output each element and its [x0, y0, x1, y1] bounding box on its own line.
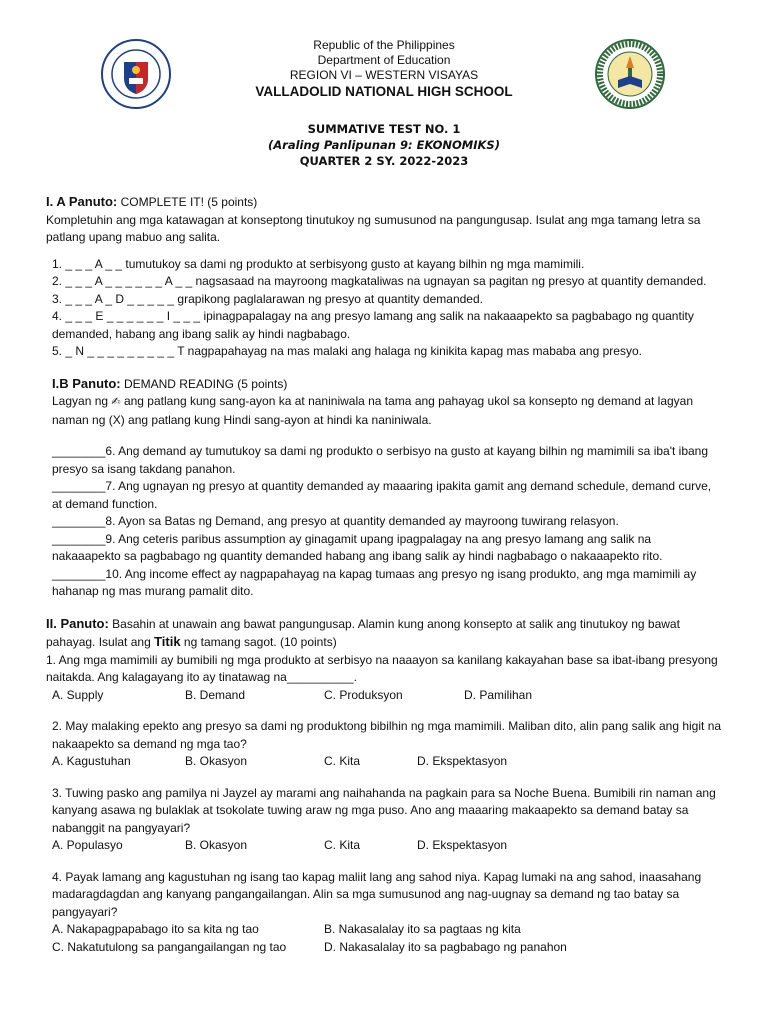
part1a-item: 5. _ N _ _ _ _ _ _ _ _ _ T nagpapahayag na mas malaki ang halaga ng kinikita kapag mas mababa ang presyo.	[52, 344, 642, 358]
question-1: 1. Ang mga mamimili ay bumibili ng mga produkto at serbisyo na naaayon sa kanilang kakayahan base sa ibat-ibang presyong naitakda. Ang kalagayang ito ay tinatawag na__________.	[46, 652, 718, 684]
part1b-title: DEMAND READING (5 points)	[120, 376, 288, 391]
choice-b: B. Okasyon	[185, 838, 248, 852]
part1a-item: 4. _ _ _ E _ _ _ _ _ _ I _ _ _ ipinagpapalagay na ang presyo lamang ang salik na nakaaapekto sa pagbabago ng quantity demanded, habang ang ibang salik ay hindi nagbabago.	[52, 309, 694, 341]
part1b-item: ________10. Ang income effect ay nagpapahayag na kapag tumaas ang presyo ng isang produkto, ang mga mamimili ay hahanap ng mas murang pamalit dito.	[52, 566, 697, 598]
choice-a: A. Populasyo	[52, 838, 123, 852]
part1a-item: 1. _ _ _ A _ _ tumutukoy sa dami ng produkto at serbisyong gusto at kayang bilhin ng mga mamimili.	[52, 256, 585, 271]
part1a-item: 3. _ _ _ A _ D _ _ _ _ _ grapikong paglalarawan ng presyo at quantity demanded.	[52, 291, 483, 306]
header-republic: Republic of the Philippines	[313, 38, 455, 52]
part1b-item: ________6. Ang demand ay tumutukoy sa dami ng produkto o serbisyo na gusto at kayang bilhin ng mamimili sa iba't ibang presyo sa isang takdang panahon.	[52, 444, 709, 476]
question-4: 4. Payak lamang ang kagustuhan ng isang tao kapag maliit lang ang sahod niya. Kapag lumaki na ang sahod, inaasahang madaragdagdan ang kanyang pangangailangan. Alin sa mga sumusunod ang nag-uugnay sa demand ng tao batay sa pangyayari?	[52, 869, 702, 919]
question-2: 2. May malaking epekto ang presyo sa dami ng produktong bibilhin ng mga mamimili. Maliban dito, alin pang salik ang higit na nakaapekto sa demand ng mga tao?	[52, 719, 722, 751]
title-line2: (Araling Panlipunan 9: EKONOMIKS)	[268, 138, 500, 152]
part1b-heading	[52, 375, 722, 394]
choice-b: B. Okasyon	[185, 754, 248, 768]
choice-a: A. Supply	[52, 687, 104, 702]
header-school: VALLADOLID NATIONAL HIGH SCHOOL	[255, 84, 513, 99]
question-4-choices-row2	[52, 939, 722, 957]
choice-d: D. Nakasalalay ito sa pagbabago ng panahon	[324, 939, 567, 954]
part1a-item: 2. _ _ _ A _ _ _ _ _ _ A _ _ nagsasaad na mayroong magkataliwas na ugnayan sa pagitan ng presyo at quantity demanded.	[52, 274, 707, 288]
choice-c: C. Kita	[324, 838, 361, 852]
titik-word: Titik	[154, 634, 181, 649]
choice-c: C. Kita	[324, 754, 361, 768]
part2-instructions: II. Panuto: Basahin at unawain ang bawat pangungusap. Alamin kung anong konsepto at salik ang tinutukoy ng bawat pahayag. Isulat ang Titik ng tamang sagot. (10 points)	[46, 615, 680, 649]
title-line3: QUARTER 2 SY. 2022-2023	[299, 154, 469, 168]
part1b-item: ________8. Ayon sa Batas ng Demand, ang presyo at quantity demanded ay mayroong tuwirang relasyon.	[52, 514, 619, 528]
letterhead	[0, 38, 768, 100]
test-title	[0, 121, 768, 169]
header-department: Department of Education	[317, 53, 451, 67]
choice-b: B. Demand	[185, 687, 246, 702]
part1a-items	[52, 256, 722, 361]
part2-label: II. Panuto:	[46, 615, 109, 631]
choice-a: A. Kagustuhan	[52, 754, 131, 768]
question-4-choices-row1	[52, 921, 722, 939]
question-2-choices	[52, 753, 722, 771]
part1a-instructions: Kompletuhin ang mga katawagan at konseptong tinutukoy ng sumusunod na pangungusap. Isulat ang mga tamang letra sa patlang upang mabuo ang salita.	[46, 212, 701, 244]
part1b-label: I.B Panuto:	[52, 375, 121, 391]
test-body	[46, 193, 722, 956]
choice-c: C. Produksyon	[324, 687, 403, 702]
question-1-choices	[52, 687, 722, 705]
part1b-items	[52, 443, 722, 601]
choice-a: A. Nakapagpapabago ito sa kita ng tao	[52, 922, 259, 936]
part1a-label: I. A Panuto:	[46, 194, 118, 209]
title-line1: SUMMATIVE TEST NO. 1	[307, 122, 461, 136]
choice-d: D. Pamilihan	[464, 687, 533, 702]
header-region: REGION VI – WESTERN VISAYAS	[289, 68, 479, 82]
part1b-instructions: Lagyan ng ✍ ang patlang kung sang-ayon ka at naniniwala na tama ang pahayag ukol sa konsepto ng demand at lagyan naman ng (X) ang patlang kung Hindi sang-ayon at hindi ka naniniwala.	[52, 394, 694, 427]
part1a-heading	[46, 193, 722, 212]
part1b-item: ________9. Ang ceteris paribus assumption ay ginagamit upang ipagpalagay na ang presyo lamang ang salik na nakaaapekto sa pagbabago ng quantity demanded habang ang ibang salik ay hindi nagbabago o nakaaapekto rito.	[52, 531, 663, 563]
part1b-item: ________7. Ang ugnayan ng presyo at quantity demanded ay maaaring ipakita gamit ang demand schedule, demand curve, at demand function.	[52, 479, 712, 511]
question-3-choices	[52, 837, 722, 855]
choice-d: D. Ekspektasyon	[417, 754, 508, 768]
question-3: 3. Tuwing pasko ang pamilya ni Jayzel ay marami ang naihahanda na pagkain para sa Noche Buena. Bumibili rin naman ang kanyang asawa ng bulaklak at tsokolate tuwing araw ng mga puso. Ano ang maaaring makaapekto sa demand batay sa nabanggit na pangyayari?	[52, 785, 716, 835]
choice-d: D. Ekspektasyon	[417, 838, 508, 852]
choice-b: B. Nakasalalay ito sa pagtaas ng kita	[324, 922, 521, 936]
part1a-title: COMPLETE IT! (5 points)	[117, 195, 258, 209]
choice-c: C. Nakatutulong sa pangangailangan ng tao	[52, 939, 287, 954]
hand-check-icon: ✍	[111, 396, 121, 408]
